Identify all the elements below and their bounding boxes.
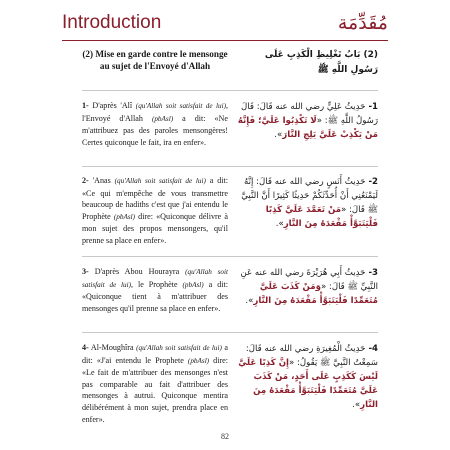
hadith-4-fr-run-2: a dit: «J'ai entendu le Prophete <box>82 343 229 365</box>
hadith-4-fr-text <box>82 343 228 424</box>
hadith-1-ar-run-1: حَدِيثُ عَلِيٍّ رضي الله عنه قَالَ: قَالَ رَسُولُ اللَّهِ ﷺ: « <box>241 102 378 126</box>
header-rule <box>62 40 388 41</box>
hadith-4-fr <box>82 342 228 425</box>
hadith-4-fr-run-0: Al-Moughîra <box>90 343 137 352</box>
hadith-2-fr-run-0: 'Anas <box>92 176 115 185</box>
hadith-3-fr-run-4: a dit: «Quiconque tient à m'attribuer des mensonges qu'il prenne sa place en enfer». <box>82 279 228 313</box>
hadith-4-number: 4- <box>82 343 89 352</box>
hadith-2-fr-text <box>82 176 228 245</box>
hadith-1-fr-run-1: (qu'Allah soit satisfait de lui) <box>135 102 226 110</box>
hadith-2-fr-run-1: (qu'Allah soit satisfait de lui) <box>114 177 206 185</box>
hadith-4-fr-run-1: (qu'Allah soit satisfait de lui) <box>136 344 222 352</box>
hadith-1-fr-text <box>82 101 228 147</box>
hadith-2-ar <box>236 175 378 231</box>
hadith-3-ar <box>236 266 378 308</box>
hadith-2-ar-run-1: حَدِيثُ أَنَسٍ رضي الله عنه قَالَ: إِنَّهُ لَيَمْنَعُنِي أَنْ أُحَدِّثَكُمْ حَدِيثًا كَثِيرًا أَنَّ النَّبِيَّ ﷺ قَالَ: « <box>241 177 378 215</box>
hadith-4-ar-run-0: 4- <box>365 344 378 354</box>
hadith-1-ar-run-2: لَا تَكْذِبُوا عَلَيَّ؛ فَإِنَّهُ مَنْ يَكْذِبْ عَلَيَّ يَلِجِ النَّارَ <box>237 116 378 140</box>
hadith-3-ar-run-2: وَمَنْ كَذَبَ عَلَيَّ مُتَعَمِّدًا فَلْيَتَبَوَّأْ مَقْعَدَهُ مِنَ النَّارِ <box>253 282 378 306</box>
hadith-4-ar-run-1: حَدِيثُ الْمُغِيرَةِ رضي الله عنه قَالَ: سَمِعْتُ النَّبِيَّ ﷺ يَقُولُ: « <box>245 344 378 368</box>
separator <box>82 256 378 257</box>
hadith-1-fr-run-0: D'après 'Alî <box>92 101 136 110</box>
header-title-ar: مُقَدِّمَة <box>337 12 388 34</box>
section-title-ar-text: (2) بَابُ تَغْلِيظِ الْكَذِبِ عَلَى رَسُولِ اللَّهِ ﷺ <box>264 50 378 75</box>
hadith-3-ar-run-3: ». <box>245 296 254 306</box>
hadith-3-fr-run-2: , le Prophète <box>131 279 183 289</box>
header-title-fr: Introduction <box>62 12 162 33</box>
hadith-3-fr <box>82 266 228 314</box>
section-title-fr-text: (2) Mise en garde contre le mensonge au sujet de l'Envoyé d'Allah <box>82 49 228 71</box>
hadith-3-number: 3- <box>82 267 89 276</box>
hadith-1-fr <box>82 100 228 148</box>
separator <box>82 332 378 333</box>
hadith-2-fr <box>82 175 228 247</box>
hadith-2-ar-run-0: 2- <box>365 177 378 187</box>
hadith-3-ar-run-0: 3- <box>365 268 378 278</box>
hadith-3-fr-run-3: (pbAsl) <box>182 280 204 289</box>
hadith-2-number: 2- <box>82 176 89 185</box>
hadith-3-fr-text <box>82 267 228 313</box>
hadith-1-ar-run-0: 1- <box>365 102 378 112</box>
section-title-ar <box>236 48 378 78</box>
hadith-1-ar <box>236 100 378 142</box>
hadith-1-number: 1- <box>82 101 89 110</box>
hadith-1-fr-run-4: a dit: «Ne m'attribuez pas des paroles mensongères! Certes quiconque le fait, ira en enfer». <box>82 113 228 147</box>
hadith-4-ar <box>236 342 378 412</box>
hadith-3-fr-run-0: D'après Abou Hourayra <box>94 267 186 276</box>
separator <box>82 90 378 91</box>
hadith-2-fr-run-4: dire: «Quiconque délivre à mon sujet des propos mensongers, qu'il prenne sa place en enfer». <box>82 211 228 245</box>
hadith-4-fr-run-4: dire: «Le fait de m'attribuer des mensonges n'est pas comparable au fait d'attribuer des mensonges à autrui. Quiconque mentira délibérément à mon sujet, prendra place en enfer». <box>82 355 229 424</box>
hadith-4-ar-run-2: إِنَّ كَذِبًا عَلَيَّ لَيْسَ كَكَذِبٍ عَلَى أَحَدٍ، مَنْ كَذَبَ عَلَيَّ مُتَعَمِّدًا فَلْيَتَبَوَّأْ مَقْعَدَهُ مِنَ النَّارِ <box>238 358 378 410</box>
page-number: 82 <box>221 432 229 441</box>
hadith-2-fr-run-3: (pbAsl) <box>113 212 136 221</box>
separator <box>82 166 378 167</box>
hadith-1-fr-run-2: , l'Envoyé d'Allah <box>82 101 228 123</box>
hadith-1-fr-run-3: (pbAsl) <box>151 114 174 123</box>
hadith-1-ar-run-3: ». <box>274 130 283 140</box>
hadith-4-ar-run-3: ». <box>352 400 361 410</box>
page-header <box>62 6 388 40</box>
hadith-2-fr-run-2: a dit: «Ce qui m'empêche de vous transmettre beaucoup de hadiths c'est que j'ai entendu le Prophète <box>82 176 229 221</box>
section-title-fr <box>82 48 228 72</box>
hadith-2-ar-run-2: مَنْ تَعَمَّدَ عَلَيَّ كَذِبًا فَلْيَتَبَوَّأْ مَقْعَدَهُ مِنَ النَّارِ <box>265 205 378 229</box>
hadith-3-fr-run-1: (qu'Allah soit satisfait de lui) <box>82 268 228 289</box>
hadith-4-fr-run-3: (pbAsl) <box>187 356 210 365</box>
hadith-3-ar-run-1: حَدِيثُ أَبِي هُرَيْرَةَ رضي الله عنه عَنِ النَّبِيِّ ﷺ قَالَ: « <box>240 268 378 292</box>
hadith-2-ar-run-3: ». <box>275 219 284 229</box>
